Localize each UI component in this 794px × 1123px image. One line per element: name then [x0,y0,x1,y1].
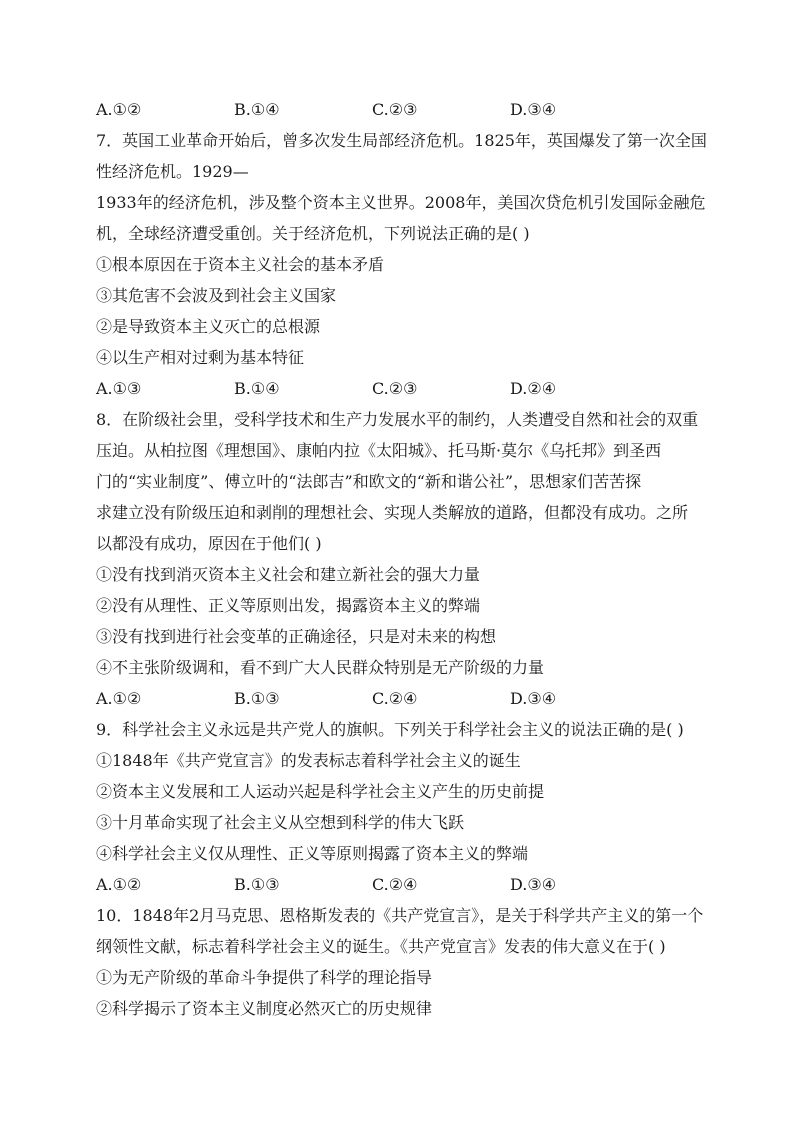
question-7 [96,125,706,404]
option-d: D.②④ [510,379,557,398]
statement: ②科学揭示了资本主义制度必然灭亡的历史规律 [96,999,433,1018]
q6-options [96,94,706,125]
q9-options [96,869,706,900]
option-c: C.②③ [372,100,418,119]
question-text-line: 性经济危机。1929— [96,162,249,181]
question-text-line: 以都没有成功，原因在于他们( ) [96,534,322,553]
option-b: B.①③ [234,875,280,894]
question-content [96,94,706,1024]
option-b: B.①③ [234,689,280,708]
statement: ③十月革命实现了社会主义从空想到科学的伟大飞跃 [96,813,465,832]
option-c: C.②④ [372,689,418,708]
question-8 [96,404,706,714]
question-text-line: 8．在阶级社会里，受科学技术和生产力发展水平的制约，人类遭受自然和社会的双重 [96,410,699,429]
question-9 [96,714,706,900]
question-text-line: 求建立没有阶级压迫和剥削的理想社会、实现人类解放的道路，但都没有成功。之所 [96,503,689,522]
option-d: D.③④ [510,689,557,708]
statement: ②是导致资本主义灭亡的总根源 [96,317,321,336]
statement: ①为无产阶级的革命斗争提供了科学的理论指导 [96,968,433,987]
statement: ③没有找到进行社会变革的正确途径，只是对未来的构想 [96,627,497,646]
q7-options [96,373,706,404]
option-a: A.①③ [96,379,142,398]
statement: ①没有找到消灭资本主义社会和建立新社会的强大力量 [96,565,481,584]
option-a: A.①② [96,689,142,708]
option-c: C.②④ [372,875,418,894]
statement: ②资本主义发展和工人运动兴起是科学社会主义产生的历史前提 [96,782,545,801]
statement: ②没有从理性、正义等原则出发，揭露资本主义的弊端 [96,596,481,615]
question-text-line: 门的“实业制度”、傅立叶的“法郎吉”和欧文的“新和谐公社”，思想家们苦苦探 [96,472,642,491]
question-text-line: 压迫。从柏拉图《理想国》、康帕内拉《太阳城》、托马斯·莫尔《乌托邦》到圣西 [96,441,662,460]
statement: ④科学社会主义仅从理性、正义等原则揭露了资本主义的弊端 [96,844,529,863]
question-text-line: 纲领性文献，标志着科学社会主义的诞生。《共产党宣言》发表的伟大意义在于( ) [96,937,666,956]
option-d: D.③④ [510,100,557,119]
question-text-line: 1933年的经济危机，涉及整个资本主义世界。2008年，美国次贷危机引发国际金融危 [96,193,706,212]
q8-options [96,683,706,714]
statement: ④不主张阶级调和，看不到广大人民群众特别是无产阶级的力量 [96,658,545,677]
option-a: A.①② [96,875,142,894]
option-b: B.①④ [234,100,280,119]
question-text-line: 10．1848年2月马克思、恩格斯发表的《共产党宣言》，是关于科学共产主义的第一个 [96,906,704,925]
question-text-line: 9．科学社会主义永远是共产党人的旗帜。下列关于科学社会主义的说法正确的是( ) [96,720,684,739]
question-text-line: 7．英国工业革命开始后，曾多次发生局部经济危机。1825年，英国爆发了第一次全国 [96,131,707,150]
statement: ①1848年《共产党宣言》的发表标志着科学社会主义的诞生 [96,751,521,770]
question-10 [96,900,706,1024]
option-d: D.③④ [510,875,557,894]
option-c: C.②③ [372,379,418,398]
statement: ④以生产相对过剩为基本特征 [96,348,305,367]
statement: ①根本原因在于资本主义社会的基本矛盾 [96,255,385,274]
option-a: A.①② [96,100,142,119]
question-text-line: 机，全球经济遭受重创。关于经济危机，下列说法正确的是( ) [96,224,530,243]
statement: ③其危害不会波及到社会主义国家 [96,286,337,305]
option-b: B.①④ [234,379,280,398]
